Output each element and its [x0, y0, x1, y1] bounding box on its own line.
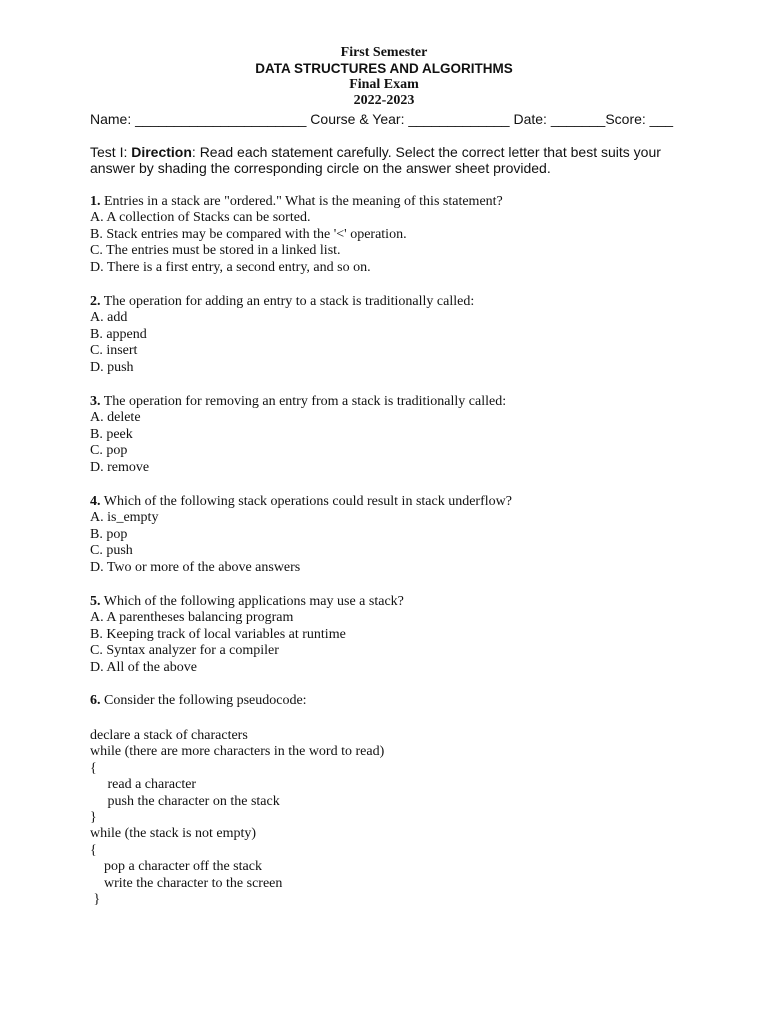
question-number: 6. [90, 693, 101, 708]
option-a: A. A parentheses balancing program [90, 610, 294, 626]
option-b: B. Keeping track of local variables at runtime [90, 626, 346, 642]
option-a: A. delete [90, 410, 141, 426]
question-text: The operation for adding an entry to a stack is traditionally called: [100, 294, 475, 309]
question-stem [90, 594, 710, 610]
code-line: write the character to the screen [90, 875, 283, 891]
code-line: pop a character off the stack [90, 859, 262, 875]
option-c: C. The entries must be stored in a linked list. [90, 243, 341, 259]
option-d: D. push [90, 359, 134, 375]
semester-heading: First Semester [340, 45, 428, 60]
test-label: Test I: [90, 144, 132, 160]
option-b: B. pop [90, 526, 128, 542]
exam-header [0, 45, 768, 109]
question-stem [90, 394, 710, 410]
option-d: D. There is a first entry, a second entry, and so on. [90, 259, 371, 275]
question-1 [90, 194, 710, 276]
year-heading: 2022-2023 [353, 93, 415, 108]
question-6 [90, 693, 710, 709]
question-5 [90, 594, 710, 676]
option-d: D. Two or more of the above answers [90, 559, 301, 575]
option-d: D. All of the above [90, 659, 197, 675]
course-heading: DATA STRUCTURES AND ALGORITHMS [255, 61, 513, 76]
code-line: { [90, 842, 97, 858]
question-text: Consider the following pseudocode: [100, 693, 307, 708]
question-text: Entries in a stack are "ordered." What is the meaning of this statement? [100, 194, 503, 209]
question-stem [90, 494, 710, 510]
option-b: B. Stack entries may be compared with the '<' operation. [90, 226, 407, 242]
code-line: declare a stack of characters [90, 728, 248, 743]
question-number: 5. [90, 594, 101, 609]
direction-text: : Read each statement carefully. Select the correct letter that best suits your answer by shading the corresponding circle on the answer sheet provided. [90, 144, 661, 176]
test-direction [90, 144, 680, 176]
code-line: { [90, 760, 97, 776]
option-a: A. A collection of Stacks can be sorted. [90, 210, 311, 226]
option-d: D. remove [90, 459, 150, 475]
question-number: 2. [90, 294, 101, 309]
option-b: B. peek [90, 426, 133, 442]
option-c: C. insert [90, 343, 138, 359]
code-line: push the character on the stack [90, 793, 280, 809]
code-line: while (there are more characters in the word to read) [90, 744, 385, 760]
option-c: C. push [90, 543, 133, 559]
question-stem [90, 194, 710, 210]
student-info-line: Name: ______________________ Course & Year: _____________ Date: _______Score: ___ [90, 111, 674, 127]
code-line: } [90, 809, 97, 825]
code-line: while (the stack is not empty) [90, 826, 257, 842]
option-c: C. pop [90, 443, 128, 459]
code-line: read a character [90, 777, 197, 793]
question-text: Which of the following stack operations could result in stack underflow? [100, 494, 512, 509]
question-2 [90, 294, 710, 376]
question-3 [90, 394, 710, 476]
exam-heading: Final Exam [349, 77, 419, 92]
question-number: 3. [90, 394, 101, 409]
question-number: 4. [90, 494, 101, 509]
question-stem [90, 294, 710, 310]
question-stem [90, 693, 710, 709]
option-a: A. add [90, 310, 128, 326]
question-text: Which of the following applications may use a stack? [100, 594, 404, 609]
option-c: C. Syntax analyzer for a compiler [90, 643, 279, 659]
code-line: } [90, 891, 101, 907]
option-b: B. append [90, 326, 147, 342]
question-number: 1. [90, 194, 101, 209]
direction-label: Direction [131, 144, 192, 160]
pseudocode-block [90, 728, 690, 908]
option-a: A. is_empty [90, 510, 159, 526]
question-text: The operation for removing an entry from a stack is traditionally called: [100, 394, 507, 409]
question-4 [90, 494, 710, 576]
